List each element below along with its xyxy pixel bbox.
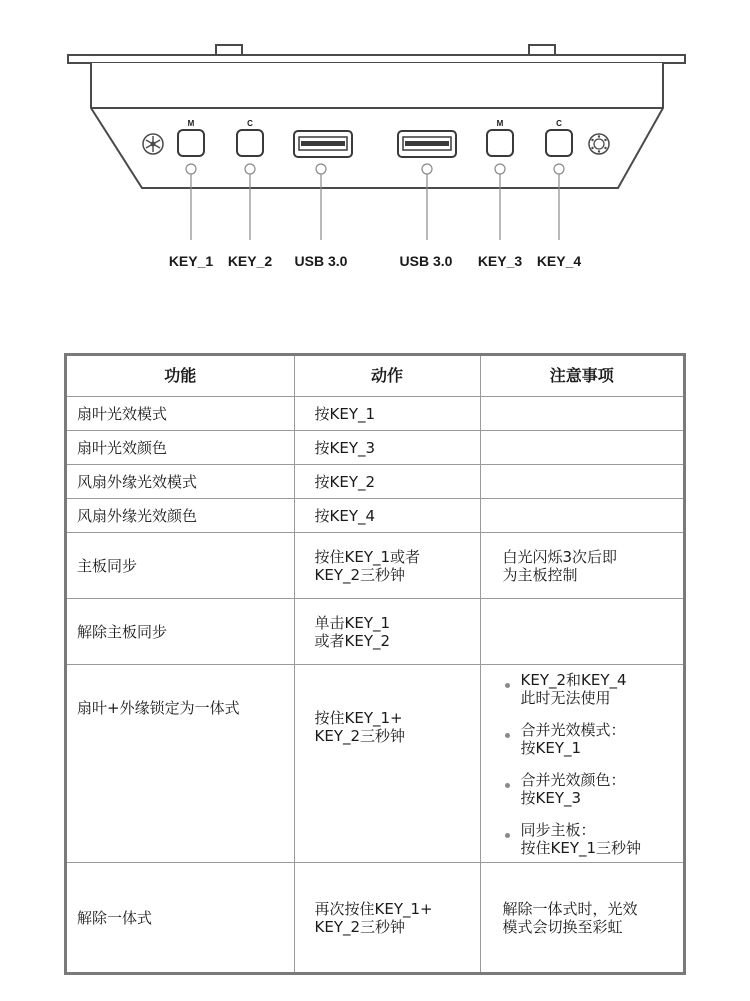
action-line: 按住KEY_1+ (314, 709, 403, 727)
function-cell: 扇叶光效模式 (67, 397, 294, 431)
notes-cell (480, 665, 683, 863)
note-line: 按KEY_1 (520, 738, 582, 757)
button-top-label: M (496, 119, 504, 128)
table-row (67, 863, 683, 973)
note-line: 合并光效颜色： (520, 770, 626, 789)
note-line: 解除一体式时，光效 (502, 899, 638, 918)
function-cell: 扇叶光效颜色 (67, 431, 294, 465)
header-function: 功能 (67, 356, 294, 397)
action-line: KEY_2三秒钟 (314, 917, 406, 936)
note-line: 合并光效模式： (520, 720, 626, 739)
table-row (67, 499, 683, 533)
notes-cell (480, 599, 683, 665)
action-cell (294, 533, 480, 599)
button-top-label: M (187, 119, 195, 128)
usb-port-2[interactable] (398, 131, 456, 157)
action-cell (294, 397, 480, 431)
note-line: 同步主板： (520, 820, 596, 839)
action-cell (294, 465, 480, 499)
key-1-button[interactable] (178, 130, 204, 156)
note-line: 模式会切换至彩虹 (502, 917, 623, 936)
action-cell (294, 431, 480, 465)
header-notes: 注意事项 (480, 356, 683, 397)
action-line: 或者KEY_2 (314, 631, 391, 650)
action-line: KEY_2三秒钟 (314, 727, 406, 745)
notes-cell (480, 397, 683, 431)
note-line: 按KEY_3 (520, 788, 582, 807)
action-line: 按KEY_2 (314, 472, 376, 491)
table-row (67, 599, 683, 665)
key-2-button[interactable] (237, 130, 263, 156)
notes-cell (480, 533, 683, 599)
callout-usb-1: USB 3.0 (294, 253, 348, 269)
button-top-label: C (247, 119, 253, 128)
callout-usb-2: USB 3.0 (399, 253, 453, 269)
action-line: 按KEY_3 (314, 438, 376, 457)
function-cell: 风扇外缘光效颜色 (67, 499, 294, 533)
notes-cell (480, 465, 683, 499)
note-line: 白光闪烁3次后即 (502, 547, 618, 566)
action-line: 按住KEY_1或者 (314, 547, 421, 566)
controller-diagram (0, 0, 750, 300)
notes-cell (480, 499, 683, 533)
action-line: KEY_2三秒钟 (314, 565, 406, 584)
table-row (67, 431, 683, 465)
function-cell: 主板同步 (67, 533, 294, 599)
bullet-icon (505, 733, 510, 738)
callout-key-2: KEY_2 (227, 253, 273, 269)
table-row (67, 665, 683, 863)
usb-port-1[interactable] (294, 131, 352, 157)
function-table (64, 353, 686, 975)
key-4-button[interactable] (546, 130, 572, 156)
function-cell: 扇叶+外缘锁定为一体式 (67, 665, 294, 863)
function-cell: 风扇外缘光效模式 (67, 465, 294, 499)
note-line: 为主板控制 (502, 565, 578, 584)
note-line: KEY_2和KEY_4 (520, 670, 627, 689)
header-action: 动作 (294, 356, 480, 397)
list-item (503, 821, 678, 857)
notes-list (503, 671, 678, 857)
list-item (503, 721, 678, 757)
notes-cell (480, 863, 683, 973)
action-line: 按KEY_1 (314, 404, 376, 423)
table-row (67, 465, 683, 499)
note-line: 此时无法使用 (520, 688, 611, 707)
table-header-row (67, 356, 683, 397)
list-item (503, 671, 678, 707)
action-line: 再次按住KEY_1+ (314, 899, 433, 918)
callout-key-3: KEY_3 (477, 253, 523, 269)
function-cell: 解除一体式 (67, 863, 294, 973)
button-top-label: C (556, 119, 562, 128)
action-cell (294, 499, 480, 533)
bullet-icon (505, 833, 510, 838)
bullet-icon (505, 783, 510, 788)
action-cell (294, 599, 480, 665)
notes-cell (480, 431, 683, 465)
callout-key-4: KEY_4 (536, 253, 582, 269)
callout-key-1: KEY_1 (168, 253, 214, 269)
table-row (67, 533, 683, 599)
action-line: 按KEY_4 (314, 506, 376, 525)
list-item (503, 771, 678, 807)
table-row (67, 397, 683, 431)
action-cell (294, 863, 480, 973)
function-cell: 解除主板同步 (67, 599, 294, 665)
note-line: 按住KEY_1三秒钟 (520, 838, 642, 857)
key-3-button[interactable] (487, 130, 513, 156)
action-line: 单击KEY_1 (314, 613, 391, 632)
action-cell (294, 665, 480, 863)
bullet-icon (505, 683, 510, 688)
